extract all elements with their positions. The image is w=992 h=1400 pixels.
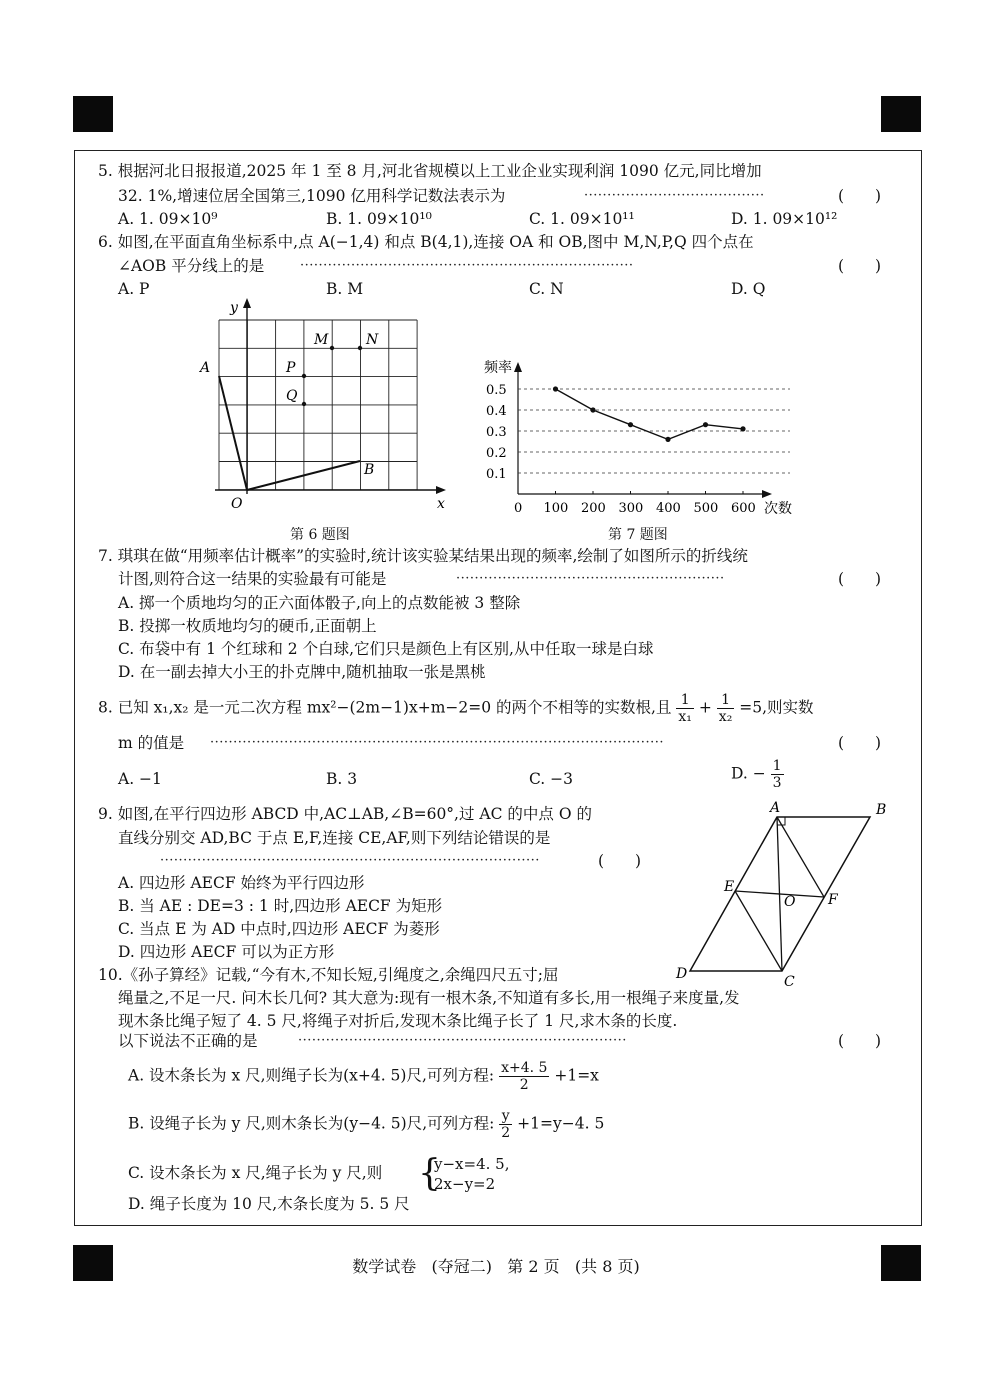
q10-option-b <box>128 1108 604 1141</box>
q10-option-a <box>128 1060 599 1093</box>
x-tick-label: 100 <box>543 501 569 516</box>
chart-ylabel: 频率 <box>484 360 512 376</box>
q8-option-b: B. 3 <box>326 770 358 788</box>
q6-line2: ∠AOB 平分线上的是 <box>118 257 265 275</box>
label-e: E <box>724 879 735 895</box>
q7-line1: 7. 琪琪在做“用频率估计概率”的实验时,统计该实验某结果出现的频率,绘制了如图所示的折线统 <box>98 547 748 565</box>
q8-frac-2: $\frac{1}{\text{x₂}}$ <box>718 692 733 725</box>
q8-line1-tail: =5,则实数 <box>739 698 814 717</box>
data-point <box>703 422 708 427</box>
point-n <box>358 346 362 350</box>
q9-option-d: D. 四边形 AECF 可以为正方形 <box>118 943 335 961</box>
x-tick-label: 500 <box>693 501 719 516</box>
label-b: B <box>876 802 887 818</box>
q7-answer-paren: ( ) <box>838 570 882 588</box>
data-point <box>665 437 670 442</box>
q7-option-b: B. 投掷一枚质地均匀的硬币,正面朝上 <box>118 617 377 635</box>
q6-dots: ········································································ <box>300 258 634 273</box>
q9-option-a: A. 四边形 AECF 始终为平行四边形 <box>118 874 365 892</box>
point-m <box>330 346 334 350</box>
q6-line1: 6. 如图,在平面直角坐标系中,点 A(−1,4) 和点 B(4,1),连接 OA 和 OB,图中 M,N,P,Q 四个点在 <box>98 233 754 251</box>
q8-line1-text: 8. 已知 x₁,x₂ 是一元二次方程 mx²−(2m−1)x+m−2=0 的两个不相等的实数根,且 <box>98 698 672 717</box>
q10-line3: 现木条比绳子短了 4. 5 尺,将绳子对折后,发现木条比绳子长了 1 尺,求木条的长度. <box>118 1012 678 1030</box>
q9-dots: ·················································································· <box>160 853 540 868</box>
y-tick-label: 0.2 <box>486 446 507 461</box>
label-a: A <box>200 360 211 376</box>
label-n: N <box>366 332 379 348</box>
q6-option-b: B. M <box>326 280 364 298</box>
q10-option-c-text: C. 设木条长为 x 尺,绳子长为 y 尺,则 <box>128 1164 383 1182</box>
q5-option-a: A. 1. 09×10⁹ <box>118 210 218 228</box>
q8-line1 <box>98 692 814 725</box>
label-o: O <box>784 894 796 910</box>
footer-edition: (夺冠二) <box>431 1257 493 1276</box>
footer-subject: 数学试卷 <box>352 1257 417 1276</box>
y-tick-label: 0.4 <box>486 404 507 419</box>
label-d: D <box>676 966 688 982</box>
label-f: F <box>828 892 838 908</box>
q10-line1: 10.《孙子算经》记载,“今有木,不知长短,引绳度之,余绳四尺五寸;屈 <box>98 966 559 984</box>
q6-option-a: A. P <box>118 280 150 298</box>
q8-answer-paren: ( ) <box>838 734 882 752</box>
q10-eq2: 2x−y=2 <box>434 1175 496 1193</box>
q8-option-c: C. −3 <box>529 770 574 788</box>
q10-eq1: y−x=4. 5, <box>434 1155 510 1173</box>
q10-option-b-frac: $\frac{y}{2}$ <box>501 1108 511 1141</box>
q9-option-c: C. 当点 E 为 AD 中点时,四边形 AECF 为菱形 <box>118 920 440 938</box>
q8-option-d-label: D. − <box>731 764 766 783</box>
x-tick-label: 400 <box>656 501 681 516</box>
q8-option-d <box>731 758 784 791</box>
q7-frequency-chart <box>476 352 816 522</box>
q8-frac-op: + <box>698 698 712 717</box>
q5-dots: ······································· <box>584 188 765 203</box>
q5-line2: 32. 1%,增速位居全国第三,1090 亿用科学记数法表示为 <box>118 187 506 205</box>
y-tick-label: 0.3 <box>486 425 507 440</box>
label-a: A <box>770 800 781 816</box>
segment-ce <box>735 891 782 971</box>
point-p <box>302 374 306 378</box>
data-point <box>553 386 558 391</box>
label-q: Q <box>286 388 298 404</box>
series-line <box>556 389 744 439</box>
q8-option-a: A. −1 <box>118 770 162 788</box>
x-tick-label: 600 <box>731 501 756 516</box>
label-b: B <box>364 462 375 478</box>
label-m: M <box>314 332 329 348</box>
q10-option-b-text: B. 设绳子长为 y 尺,则木条长为(y−4. 5)尺,可列方程: <box>128 1114 495 1133</box>
point-q <box>302 402 306 406</box>
q10-option-a-text: A. 设木条长为 x 尺,则绳子长为(x+4. 5)尺,可列方程: <box>128 1066 495 1085</box>
page-footer <box>0 1254 992 1277</box>
q7-dots: ·························································· <box>456 571 725 586</box>
q5-option-d: D. 1. 09×10¹² <box>731 210 838 228</box>
q6-answer-paren: ( ) <box>838 257 882 275</box>
q8-line2: m 的值是 <box>118 734 185 752</box>
data-point <box>740 426 745 431</box>
data-point <box>628 422 633 427</box>
q7-option-a: A. 掷一个质地均匀的正六面体骰子,向上的点数能被 3 整除 <box>118 594 521 612</box>
q6-option-d: D. Q <box>731 280 766 298</box>
q9-option-b: B. 当 AE : DE=3 : 1 时,四边形 AECF 为矩形 <box>118 897 443 915</box>
x-tick-label: 0 <box>514 501 523 516</box>
label-c: C <box>784 974 795 990</box>
q10-answer-paren: ( ) <box>838 1032 882 1050</box>
q5-line1: 5. 根据河北日报报道,2025 年 1 至 8 月,河北省规模以上工业企业实现利润 1090 亿元,同比增加 <box>98 162 762 180</box>
q7-option-c: C. 布袋中有 1 个红球和 2 个白球,它们只是颜色上有区别,从中任取一球是白球 <box>118 640 654 658</box>
q10-option-a-frac: $\frac{x+4. 5}{2}$ <box>501 1060 548 1093</box>
data-point <box>590 407 595 412</box>
q10-dots: ······································································· <box>298 1033 627 1048</box>
q10-line4: 以下说法不正确的是 <box>118 1032 258 1050</box>
label-p: P <box>286 360 296 376</box>
footer-page: 第 2 页 <box>507 1257 560 1276</box>
q5-option-b: B. 1. 09×10¹⁰ <box>326 210 432 228</box>
q10-option-d: D. 绳子长度为 10 尺,木条长度为 5. 5 尺 <box>128 1195 410 1213</box>
y-tick-label: 0.5 <box>486 383 507 398</box>
label-o: O <box>231 496 243 512</box>
q5-answer-paren: ( ) <box>838 187 882 205</box>
q9-line2: 直线分别交 AD,BC 于点 E,F,连接 CE,AF,则下列结论错误的是 <box>118 829 551 847</box>
label-x: x <box>437 496 445 512</box>
q8-frac-1: $\frac{1}{\text{x₁}}$ <box>678 692 692 725</box>
x-tick-label: 300 <box>618 501 644 516</box>
q7-figure-caption: 第 7 题图 <box>608 527 668 543</box>
chart-xlabel: 次数 <box>764 501 792 517</box>
q10-option-b-tail: +1=y−4. 5 <box>517 1114 605 1133</box>
q8-dots: ·································································································· <box>210 735 664 750</box>
x-tick-label: 200 <box>581 501 606 516</box>
q8-option-d-frac: $\frac{1}{3}$ <box>772 758 782 791</box>
q10-line2: 绳量之,不足一尺. 问木长几何? 其大意为:现有一根木条,不知道有多长,用一根绳子来度量,发 <box>118 989 740 1007</box>
q7-option-d: D. 在一副去掉大小王的扑克牌中,随机抽取一张是黑桃 <box>118 663 486 681</box>
label-y: y <box>230 300 238 316</box>
q10-option-c <box>128 1162 382 1184</box>
q5-option-c: C. 1. 09×10¹¹ <box>529 210 635 228</box>
footer-total: (共 8 页) <box>574 1257 640 1276</box>
q9-line1: 9. 如图,在平行四边形 ABCD 中,AC⊥AB,∠B=60°,过 AC 的中点 O 的 <box>98 805 592 823</box>
segment-af <box>777 817 824 897</box>
q7-line2: 计图,则符合这一结果的实验最有可能是 <box>118 570 387 588</box>
registration-mark-top-right <box>881 96 921 132</box>
q9-answer-paren: ( ) <box>598 852 642 870</box>
q9-figure <box>672 796 902 990</box>
q10-option-a-tail: +1=x <box>554 1066 599 1085</box>
y-tick-label: 0.1 <box>486 467 507 482</box>
registration-mark-top-left <box>73 96 113 132</box>
q6-option-c: C. N <box>529 280 564 298</box>
q6-figure-caption: 第 6 题图 <box>290 527 350 543</box>
q6-figure <box>190 296 460 516</box>
